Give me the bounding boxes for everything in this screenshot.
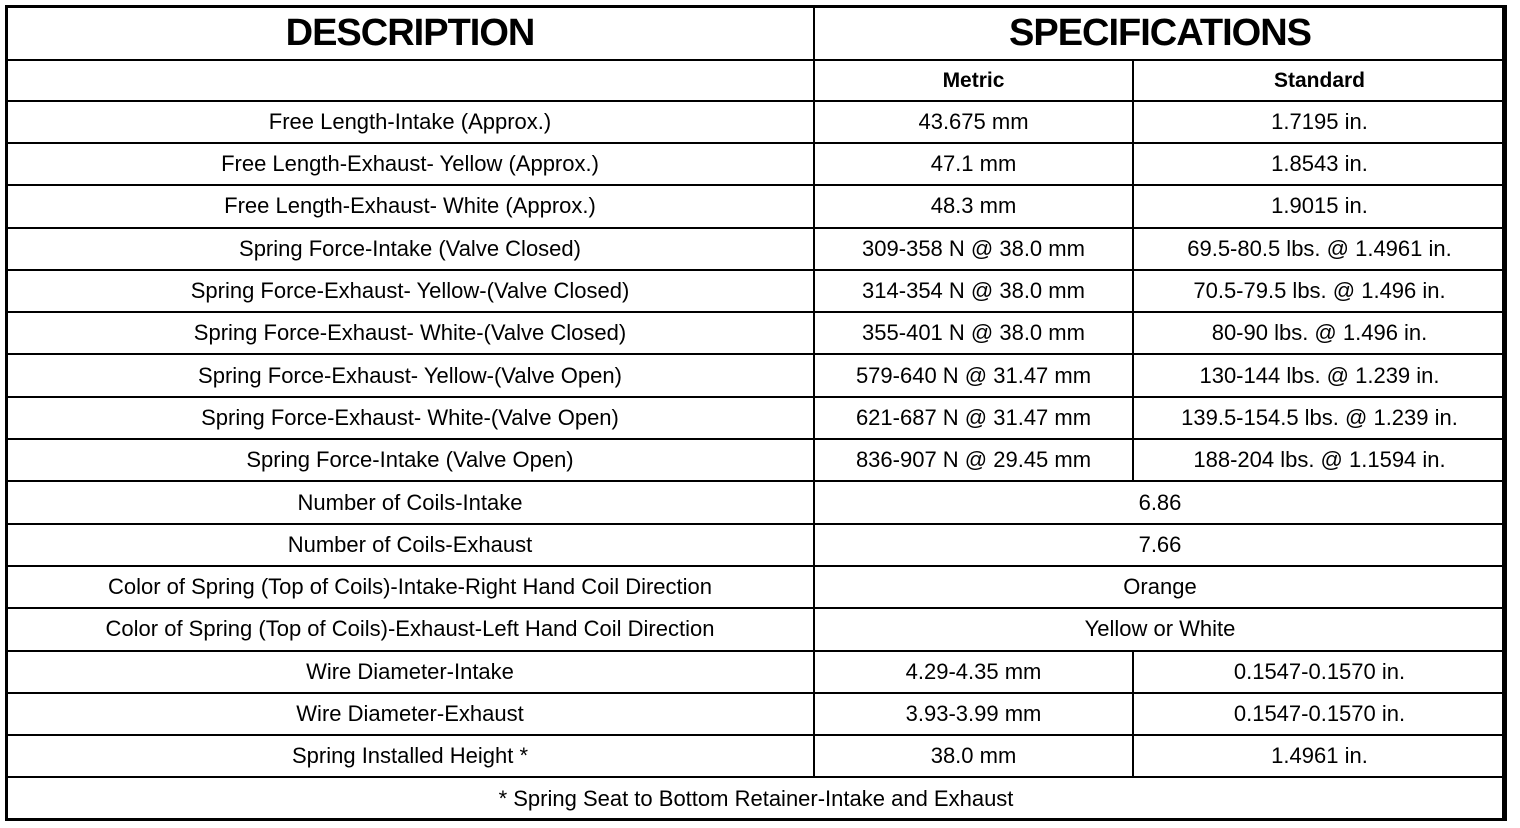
footnote: * Spring Seat to Bottom Retainer-Intake and Exhaust [6,777,1506,820]
standard-cell: 80-90 lbs. @ 1.496 in. [1133,312,1506,354]
description-cell: Color of Spring (Top of Coils)-Exhaust-Left Hand Coil Direction [6,608,814,650]
description-cell: Spring Force-Intake (Valve Closed) [6,228,814,270]
metric-cell: 43.675 mm [814,101,1133,143]
combined-value-cell: 6.86 [814,481,1506,523]
standard-cell: 1.7195 in. [1133,101,1506,143]
standard-cell: 70.5-79.5 lbs. @ 1.496 in. [1133,270,1506,312]
description-cell: Spring Force-Exhaust- White-(Valve Open) [6,397,814,439]
description-cell: Free Length-Exhaust- White (Approx.) [6,185,814,227]
standard-cell: 1.4961 in. [1133,735,1506,777]
combined-value-cell: Orange [814,566,1506,608]
metric-cell: 4.29-4.35 mm [814,651,1133,693]
description-cell: Spring Force-Exhaust- Yellow-(Valve Open) [6,354,814,396]
combined-value-cell: Yellow or White [814,608,1506,650]
metric-cell: 355-401 N @ 38.0 mm [814,312,1133,354]
metric-header: Metric [814,60,1133,100]
standard-cell: 1.8543 in. [1133,143,1506,185]
metric-cell: 47.1 mm [814,143,1133,185]
metric-cell: 621-687 N @ 31.47 mm [814,397,1133,439]
description-cell: Number of Coils-Exhaust [6,524,814,566]
description-cell: Free Length-Intake (Approx.) [6,101,814,143]
description-cell: Spring Force-Intake (Valve Open) [6,439,814,481]
metric-cell: 38.0 mm [814,735,1133,777]
standard-cell: 1.9015 in. [1133,185,1506,227]
description-cell: Color of Spring (Top of Coils)-Intake-Right Hand Coil Direction [6,566,814,608]
standard-header: Standard [1133,60,1506,100]
description-cell: Spring Force-Exhaust- Yellow-(Valve Closed) [6,270,814,312]
standard-cell: 0.1547-0.1570 in. [1133,693,1506,735]
metric-cell: 309-358 N @ 38.0 mm [814,228,1133,270]
specifications-header: SPECIFICATIONS [814,6,1506,60]
description-cell: Wire Diameter-Exhaust [6,693,814,735]
standard-cell: 139.5-154.5 lbs. @ 1.239 in. [1133,397,1506,439]
standard-cell: 69.5-80.5 lbs. @ 1.4961 in. [1133,228,1506,270]
combined-value-cell: 7.66 [814,524,1506,566]
metric-cell: 48.3 mm [814,185,1133,227]
standard-cell: 0.1547-0.1570 in. [1133,651,1506,693]
description-cell: Number of Coils-Intake [6,481,814,523]
standard-cell: 130-144 lbs. @ 1.239 in. [1133,354,1506,396]
description-header: DESCRIPTION [6,6,814,60]
description-cell: Free Length-Exhaust- Yellow (Approx.) [6,143,814,185]
standard-cell: 188-204 lbs. @ 1.1594 in. [1133,439,1506,481]
metric-cell: 836-907 N @ 29.45 mm [814,439,1133,481]
description-cell: Wire Diameter-Intake [6,651,814,693]
description-cell: Spring Force-Exhaust- White-(Valve Closed) [6,312,814,354]
outer-border [5,5,1505,821]
metric-cell: 314-354 N @ 38.0 mm [814,270,1133,312]
metric-cell: 3.93-3.99 mm [814,693,1133,735]
metric-cell: 579-640 N @ 31.47 mm [814,354,1133,396]
description-cell: Spring Installed Height * [6,735,814,777]
